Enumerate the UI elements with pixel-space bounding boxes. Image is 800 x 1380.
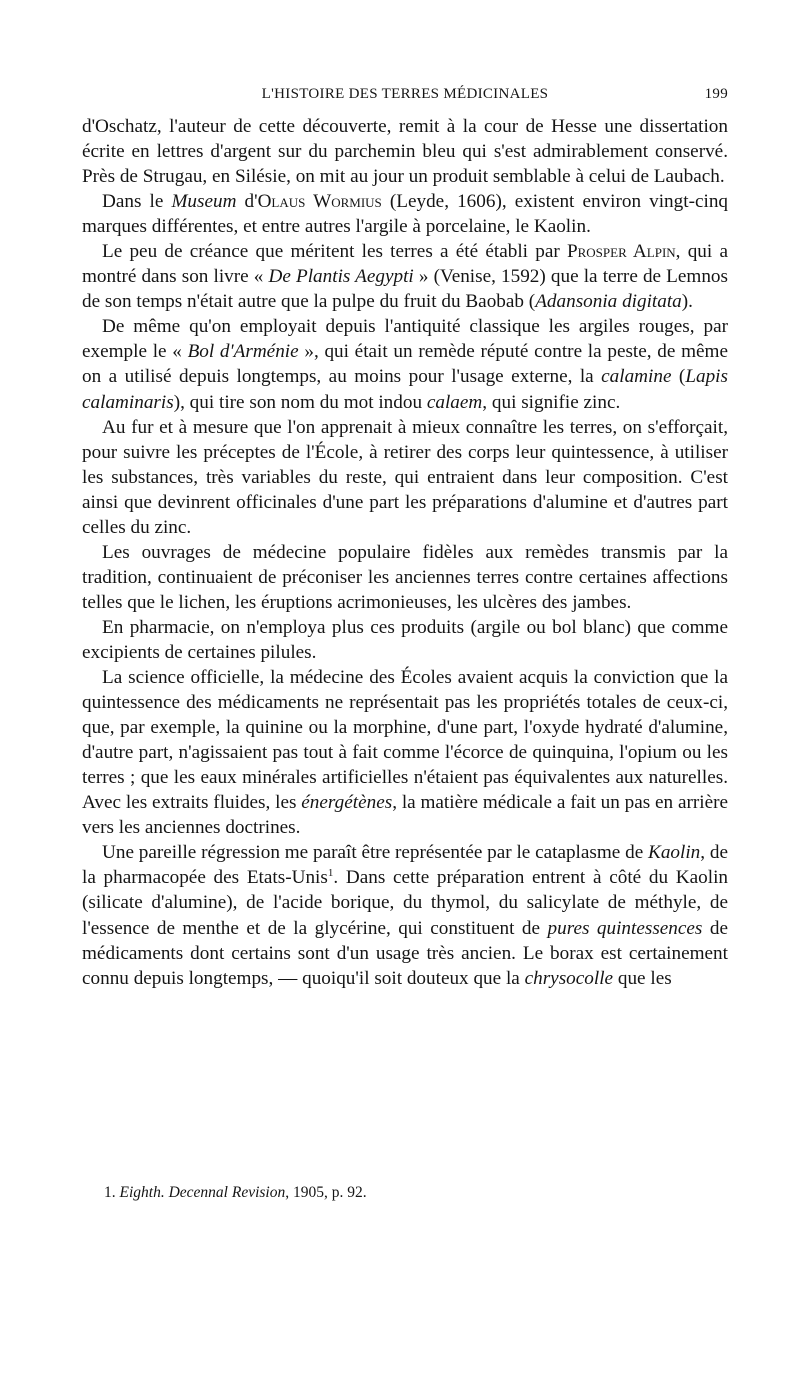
running-title: L'HISTOIRE DES TERRES MÉDICINALES bbox=[261, 86, 549, 102]
italic-run: énergétènes bbox=[301, 792, 393, 814]
italic-run: Adansonia digitata bbox=[535, 291, 682, 313]
italic-run: chrysocolle bbox=[524, 967, 614, 989]
text-run: », qui était un remède réputé contre la peste, de même on a utilisé depuis longtemps, au moins pour l'usage externe, la bbox=[82, 341, 728, 388]
running-head bbox=[82, 86, 728, 110]
italic-run: pures quintessences bbox=[547, 917, 703, 939]
page-number: 199 bbox=[704, 86, 728, 102]
text-run: , de la pharmacopée des Etats-Unis bbox=[82, 842, 728, 889]
text-run: de médicaments dont certains sont d'un usage très ancien. Le borax est certainement connu depuis longtemps, — quoiqu'il soit douteux que la bbox=[82, 917, 728, 989]
text-run: ). bbox=[681, 291, 693, 313]
text-run: , qui a montré dans son livre « bbox=[82, 241, 728, 288]
paragraph bbox=[82, 415, 728, 540]
footnote-marker: 1 bbox=[327, 867, 334, 880]
text-run: Au fur et à mesure que l'on apprenait à mieux connaître les terres, on s'efforçait, pour suivre les préceptes de l'École, à retirer des corps leur quintessence, à utiliser les substances, très variables du reste, qui entraient dans leur composition. C'est ainsi que devinrent officinales d'une part les préparations d'alumine et d'autres part celles du zinc. bbox=[82, 416, 728, 538]
body-text bbox=[82, 114, 728, 991]
paragraph bbox=[82, 314, 728, 414]
text-run: Le peu de créance que méritent les terres a été établi par bbox=[102, 241, 567, 263]
italic-run: Museum bbox=[171, 191, 237, 213]
author-name: Olaus Wormius bbox=[257, 191, 382, 213]
paragraph bbox=[82, 239, 728, 314]
italic-run: calamine bbox=[601, 366, 672, 388]
italic-run: Kaolin bbox=[648, 842, 701, 864]
italic-run: Eighth. Decennal Revision bbox=[119, 1184, 286, 1201]
text-run: (Leyde, 1606), existent environ vingt-cinq marques différentes, et entre autres l'argile à porcelaine, le Kaolin. bbox=[82, 191, 729, 238]
text-run: ), qui tire son nom du mot indou bbox=[173, 391, 427, 413]
text-run: La science officielle, la médecine des Écoles avaient acquis la conviction que la quintessence des médicaments ne représentait pas les propriétés totales de ceux-ci, que, par exemple, la quinine ou la morphine, d'une part, l'oxyde hydraté d'alumine, d'autre part, n'agissaient pas tout à fait comme l'écorce de quinquina, l'opium ou les terres ; que les eaux minérales artificielles n'étaient pas équivalentes aux naturelles. Avec les extraits fluides, les bbox=[82, 667, 728, 814]
text-run: , 1905, p. 92. bbox=[285, 1184, 367, 1201]
text-run: . Dans cette préparation entrent à côté du Kaolin (silicate d'alumine), de l'acide borique, du thymol, du salicylate de méthyle, de l'essence de menthe et de la glycérine, qui constituent de bbox=[82, 867, 728, 939]
text-run: d'Oschatz, l'auteur de cette découverte, remit à la cour de Hesse une dissertation écrite en lettres d'argent sur du parchemin bleu qui s'est admirablement conservé. Près de Strugau, en Silésie, on mit au jour un produit semblable à celui de Laubach. bbox=[82, 116, 728, 188]
text-run: » (Venise, 1592) que la terre de Lemnos de son temps n'était autre que la pulpe du fruit du Baobab ( bbox=[82, 266, 728, 313]
text-run: De même qu'on employait depuis l'antiquité classique les argiles rouges, par exemple le « bbox=[82, 316, 728, 363]
paragraph bbox=[82, 840, 728, 990]
text-run: Dans le bbox=[102, 191, 172, 213]
paragraph bbox=[82, 615, 728, 665]
italic-run: Bol d'Arménie bbox=[187, 341, 299, 363]
text-run: Les ouvrages de médecine populaire fidèles aux remèdes transmis par la tradition, continuaient de préconiser les anciennes terres contre certaines affections telles que le lichen, les éruptions acrimonieuses, les ulcères des jambes. bbox=[82, 541, 728, 613]
footnote bbox=[104, 1183, 724, 1203]
paragraph bbox=[82, 114, 728, 189]
paragraph bbox=[82, 189, 728, 239]
italic-run: Lapis calaminaris bbox=[82, 366, 728, 413]
italic-run: calaem bbox=[426, 391, 483, 413]
author-name: Prosper Alpin bbox=[566, 241, 676, 263]
paragraph bbox=[82, 540, 728, 615]
paragraph bbox=[82, 665, 728, 840]
text-run: Une pareille régression me paraît être représentée par le cataplasme de bbox=[102, 842, 649, 864]
text-run: , qui signifie zinc. bbox=[482, 391, 621, 413]
text-run: , la matière médicale a fait un pas en arrière vers les anciennes doctrines. bbox=[82, 792, 728, 839]
text-run: d' bbox=[236, 191, 258, 213]
text-run: que les bbox=[613, 967, 672, 989]
text-run: ( bbox=[671, 366, 686, 388]
text-run: 1. bbox=[104, 1184, 120, 1201]
italic-run: De Plantis Aegypti bbox=[268, 266, 414, 288]
text-run: En pharmacie, on n'employa plus ces produits (argile ou bol blanc) que comme excipients de certaines pilules. bbox=[82, 616, 728, 663]
